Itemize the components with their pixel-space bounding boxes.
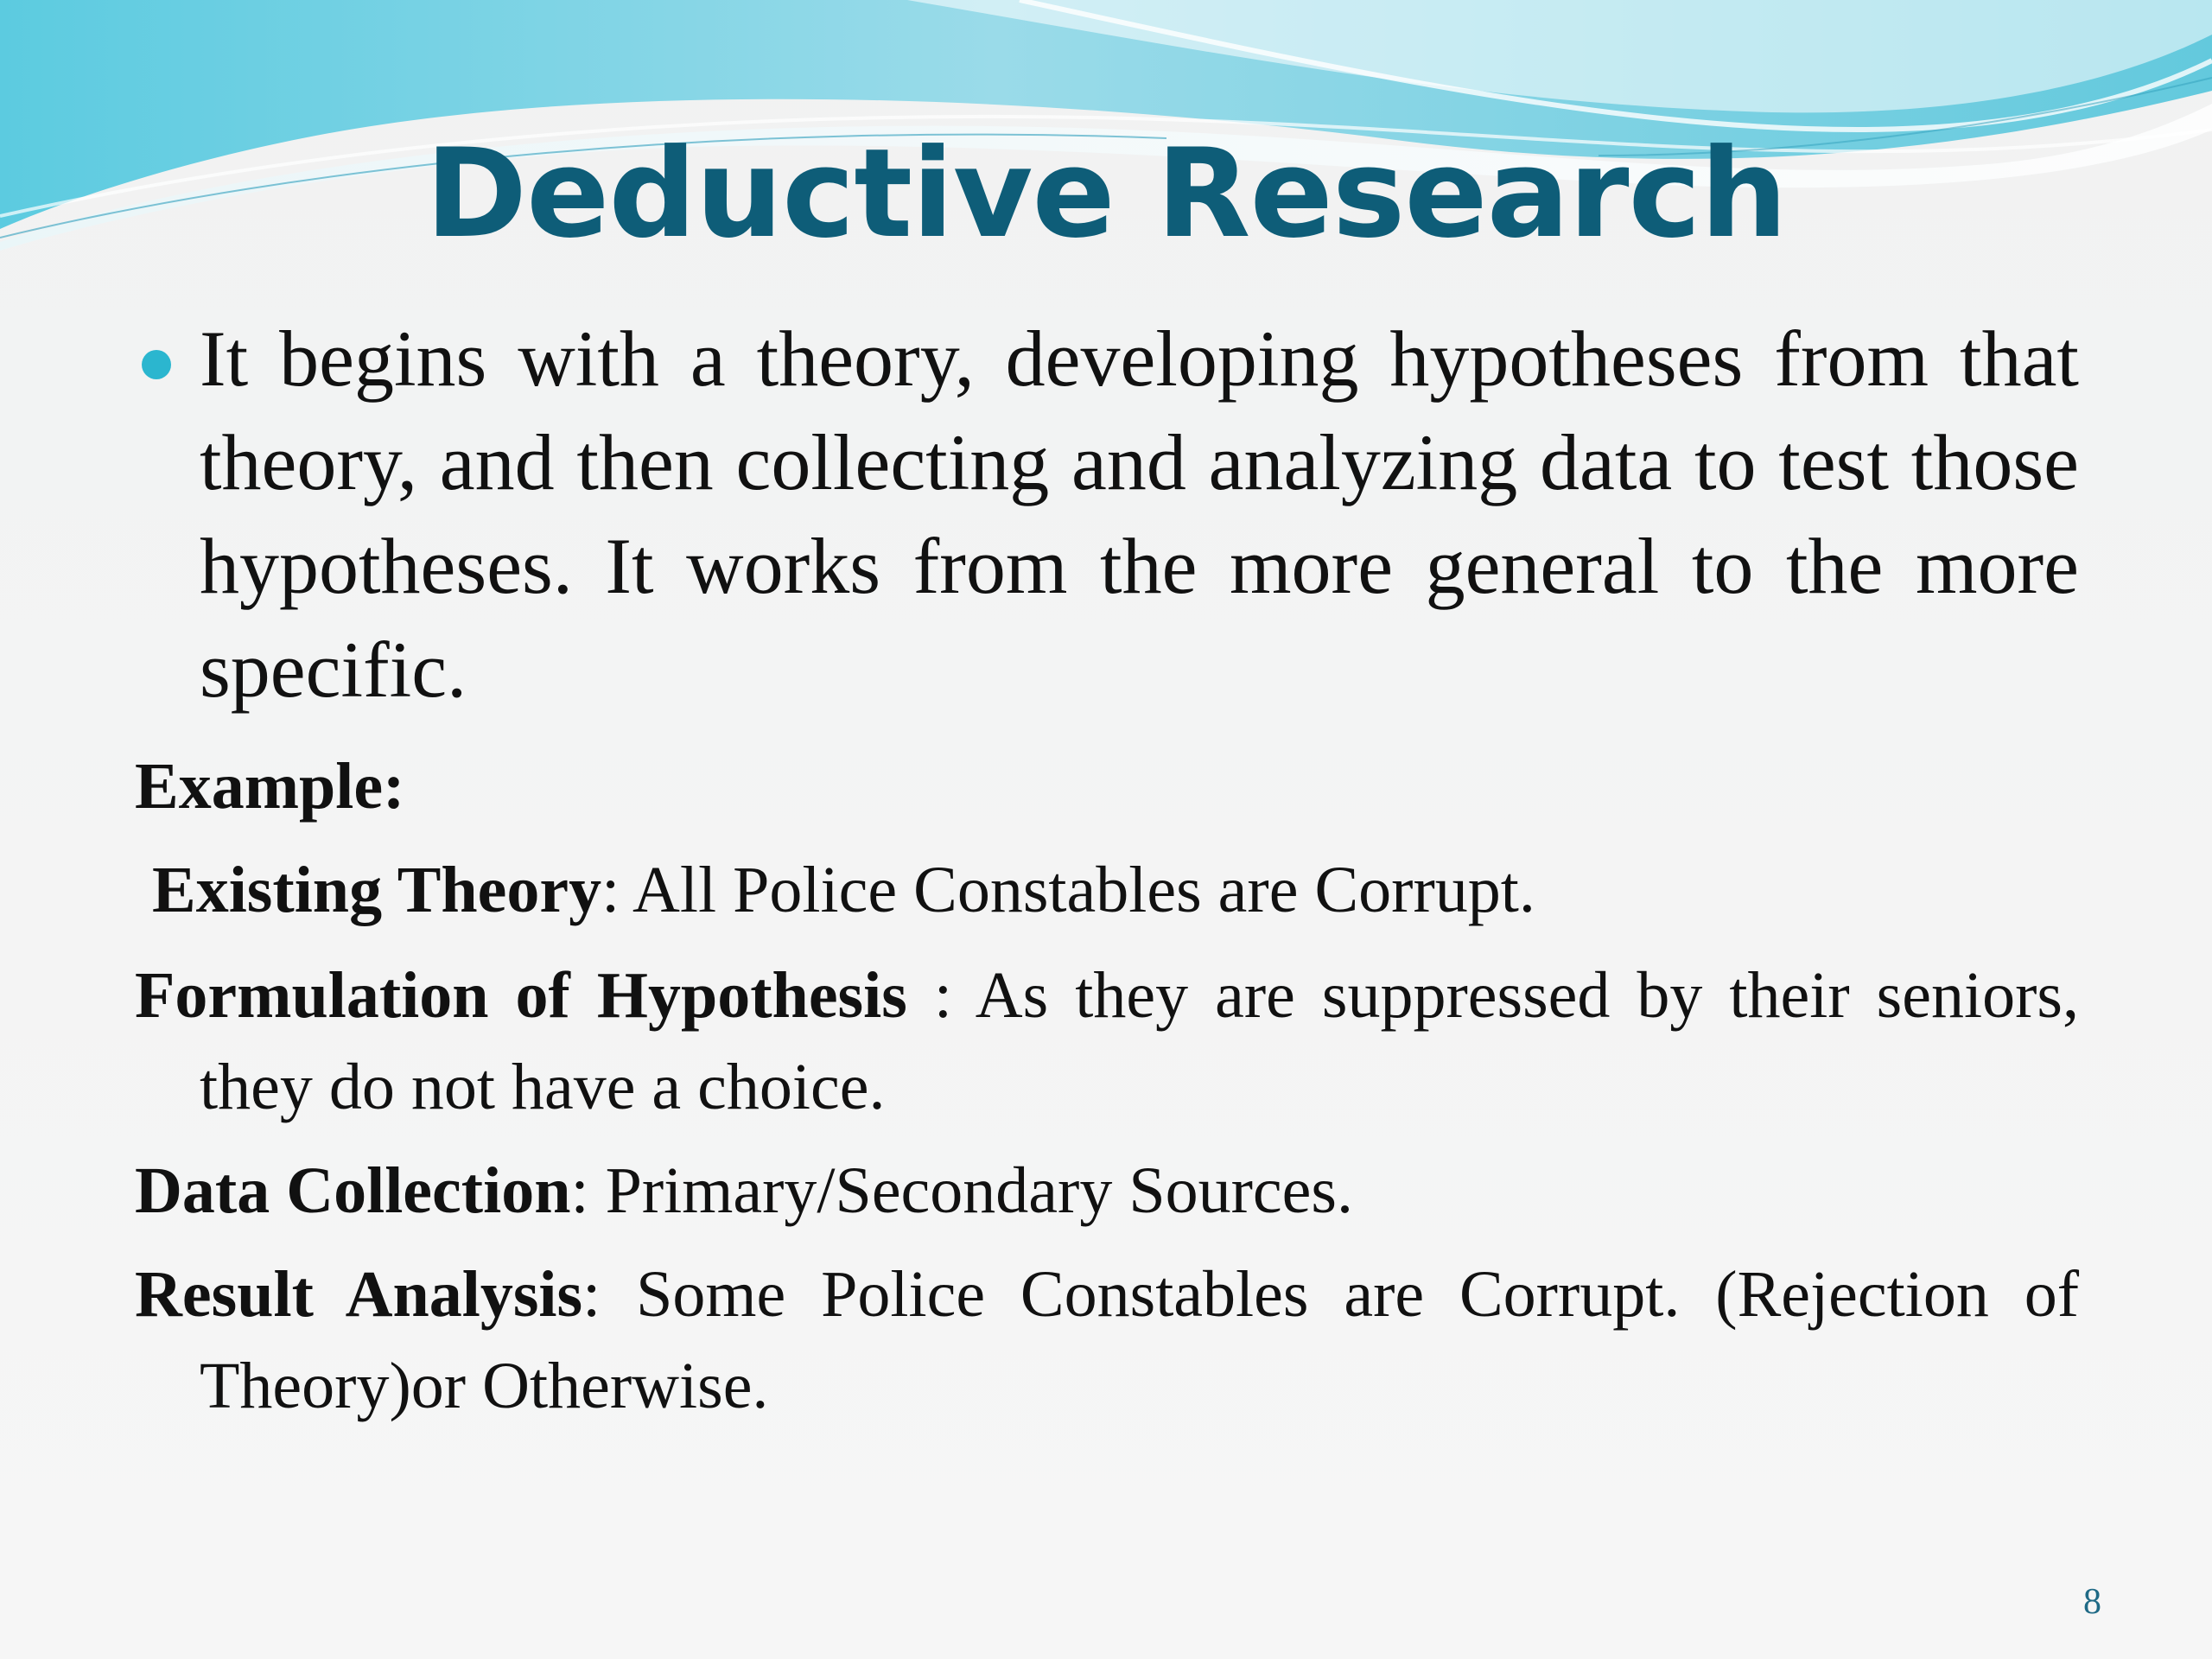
data-collection-label: Data Collection: [135, 1154, 571, 1227]
hypothesis-label: Formulation of Hypothesis: [135, 959, 907, 1032]
data-collection-line: [135, 1145, 2079, 1236]
example-heading: [135, 741, 2079, 832]
result-analysis-text: : Some Police Constables are Corrupt. (Rejection of Theory)or Otherwise.: [200, 1258, 2080, 1422]
existing-theory-line: [135, 844, 2079, 936]
result-analysis-line: [135, 1249, 2079, 1432]
page-number: 8: [2083, 1582, 2101, 1622]
slide-content: [135, 307, 2079, 1432]
bullet-item: [135, 307, 2079, 721]
bullet-text: It begins with a theory, developing hypotheses from that theory, and then collecting and analyzing data to test those hypotheses. It works from the more general to the more specific.: [200, 315, 2079, 714]
hypothesis-line: [135, 950, 2079, 1133]
existing-theory-label: Existing Theory: [152, 854, 602, 926]
result-analysis-label: Result Analysis: [135, 1258, 583, 1331]
existing-theory-text: : All Police Constables are Corrupt.: [601, 854, 1535, 926]
example-label: Example:: [135, 750, 405, 823]
hypothesis-text: : As they are suppressed by their seniors, they do not have a choice.: [200, 959, 2079, 1123]
bullet-dot-icon: [142, 350, 171, 379]
slide-title: Deductive Research: [425, 123, 1787, 265]
data-collection-text: : Primary/Secondary Sources.: [570, 1154, 1353, 1227]
